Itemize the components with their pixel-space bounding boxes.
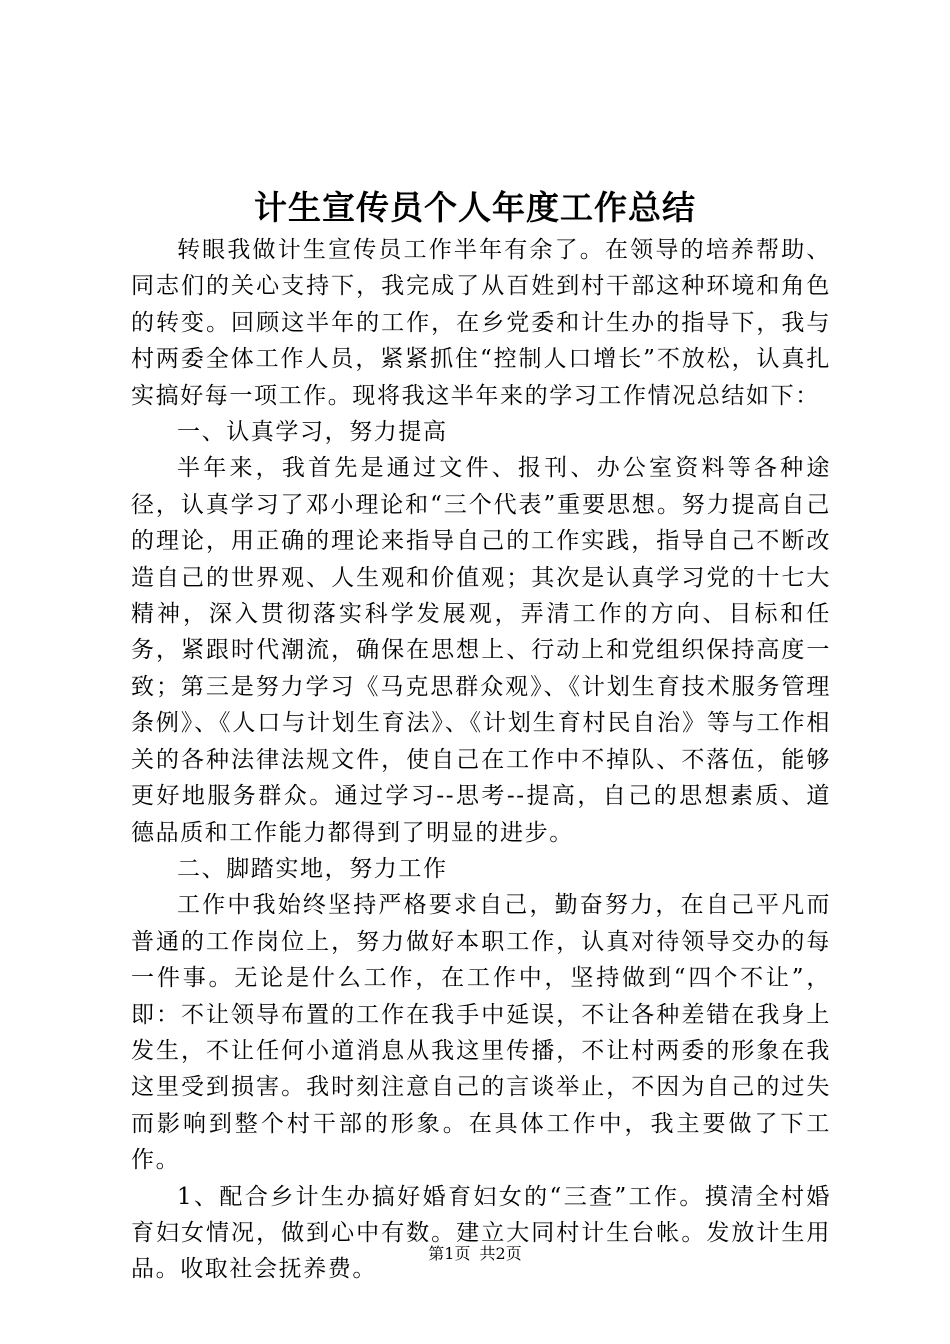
page-total: 共2页 <box>479 1244 522 1263</box>
page-number: 第1页 <box>428 1244 471 1263</box>
document-body <box>131 232 831 1288</box>
page-footer <box>0 1243 950 1265</box>
section-heading-work: 二、脚踏实地，努力工作 <box>177 855 448 882</box>
document-title: 计生宣传员个人年度工作总结 <box>254 188 696 227</box>
work-item-1-paragraph: 1、配合乡计生办搞好婚育妇女的“三查”工作。摸清全村婚育妇女情况，做到心中有数。建立大同村计生台帐。发放计生用品。收取社会抚养费。 <box>131 1183 831 1283</box>
study-paragraph: 半年来，我首先是通过文件、报刊、办公室资料等各种途径，认真学习了邓小理论和“三个代表”重要思想。努力提高自己的理论，用正确的理论来指导自己的工作实践，指导自己不断改造自己的世界观、人生观和价值观；其次是认真学习党的十七大精神，深入贯彻落实科学发展观，弄清工作的方向、目标和任务，紧跟时代潮流，确保在思想上、行动上和党组织保持高度一致；第三是努力学习《马克思群众观》、《计划生育技术服务管理条例》、《人口与计划生育法》、《计划生育村民自治》等与工作相关的各种法律法规文件，使自己在工作中不掉队、不落伍，能够更好地服务群众。通过学习--思考--提高，自己的思想素质、道德品质和工作能力都得到了明显的进步。 <box>131 455 831 846</box>
section-heading-study: 一、认真学习，努力提高 <box>177 419 448 446</box>
work-paragraph: 工作中我始终坚持严格要求自己，勤奋努力，在自己平凡而普通的工作岗位上，努力做好本职工作，认真对待领导交办的每一件事。无论是什么工作，在工作中，坚持做到“四个不让”，即：不让领导布置的工作在我手中延误，不让各种差错在我身上发生，不让任何小道消息从我这里传播，不让村两委的形象在我这里受到损害。我时刻注意自己的言谈举止，不因为自己的过失而影响到整个村干部的形象。在具体工作中，我主要做了下工作。 <box>131 892 831 1174</box>
intro-paragraph: 转眼我做计生宣传员工作半年有余了。在领导的培养帮助、同志们的关心支持下，我完成了从百姓到村干部这种环境和角色的转变。回顾这半年的工作，在乡党委和计生办的指导下，我与村两委全体工作人员，紧紧抓住“控制人口增长”不放松，认真扎实搞好每一项工作。现将我这半年来的学习工作情况总结如下： <box>131 237 831 409</box>
